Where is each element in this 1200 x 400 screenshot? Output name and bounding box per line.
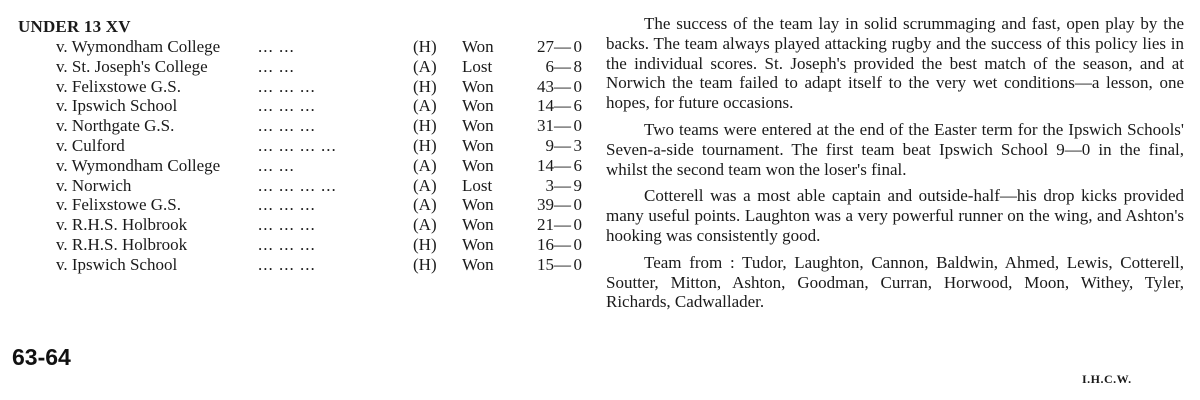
fixture-opponent: v. Ipswich School	[56, 254, 178, 274]
fixture-opponent: v. Felixstowe G.S.	[56, 195, 181, 215]
fixture-venue: (H)	[413, 234, 437, 254]
fixture-result: Won	[462, 96, 494, 116]
score-against: 9	[573, 175, 582, 195]
fixture-row	[18, 195, 588, 215]
score-against: 3	[573, 135, 582, 155]
fixture-venue: (A)	[413, 155, 437, 175]
fixture-result: Won	[462, 155, 494, 175]
score-dash: —	[554, 37, 571, 56]
fixture-row	[18, 156, 588, 176]
leader-dots: ... ... ...	[258, 76, 316, 96]
season-label: 63-64	[12, 344, 71, 370]
score-against: 0	[573, 76, 582, 96]
score-dash: —	[554, 76, 571, 96]
fixture-result: Won	[462, 215, 494, 235]
leader-dots: ... ... ...	[258, 215, 316, 235]
fixture-opponent: v. R.H.S. Holbrook	[56, 234, 188, 254]
fixture-venue: (A)	[413, 56, 437, 76]
fixture-opponent: v. Wymondham College	[56, 155, 221, 175]
fixture-result: Lost	[462, 175, 493, 195]
score-against: 0	[573, 37, 582, 56]
fixture-row	[18, 116, 588, 136]
score-against: 0	[573, 215, 582, 235]
score-for: 3	[545, 175, 554, 195]
fixture-row	[18, 77, 588, 97]
score-dash: —	[554, 96, 571, 116]
score-for: 39	[537, 195, 554, 215]
leader-dots: ... ...	[258, 56, 295, 76]
leader-dots: ... ... ...	[258, 195, 316, 215]
fixture-venue: (H)	[413, 37, 437, 56]
leader-dots: ... ... ... ...	[258, 175, 337, 195]
fixture-row	[18, 136, 588, 156]
fixture-row	[18, 37, 588, 57]
score-against: 0	[573, 116, 582, 136]
fixture-list	[18, 37, 588, 275]
fixture-result: Won	[462, 254, 494, 274]
fixture-venue: (H)	[413, 76, 437, 96]
fixture-opponent: v. Norwich	[56, 175, 132, 195]
fixture-result: Won	[462, 37, 494, 56]
fixture-venue: (A)	[413, 195, 437, 215]
score-dash: —	[554, 116, 571, 136]
report-paragraph: Two teams were entered at the end of the Easter term for the Ipswich Schools' Seven-a-side tournament. The first team beat Ipswich School 9—0 in the final, whilst the second team won the loser's final.	[606, 119, 1184, 179]
score-dash: —	[554, 215, 571, 235]
fixture-venue: (H)	[413, 254, 437, 274]
fixture-row	[18, 255, 588, 275]
score-dash: —	[554, 135, 571, 155]
author-initials: I.H.C.W.	[1082, 372, 1132, 386]
score-for: 14	[537, 155, 554, 175]
score-dash: —	[554, 56, 571, 76]
score-for: 9	[545, 135, 554, 155]
fixture-result: Won	[462, 116, 494, 136]
score-against: 0	[573, 234, 582, 254]
leader-dots: ... ...	[258, 37, 295, 56]
fixture-result: Won	[462, 195, 494, 215]
score-dash: —	[554, 254, 571, 274]
fixture-row	[18, 215, 588, 235]
score-dash: —	[554, 234, 571, 254]
leader-dots: ... ... ...	[258, 234, 316, 254]
fixture-venue: (A)	[413, 96, 437, 116]
leader-dots: ... ...	[258, 155, 295, 175]
fixture-venue: (H)	[413, 116, 437, 136]
fixture-result: Won	[462, 234, 494, 254]
match-report	[606, 14, 1184, 312]
fixture-opponent: v. St. Joseph's College	[56, 56, 208, 76]
leader-dots: ... ... ... ...	[258, 135, 337, 155]
score-for: 43	[537, 76, 554, 96]
fixture-opponent: v. Felixstowe G.S.	[56, 76, 181, 96]
fixture-venue: (H)	[413, 135, 437, 155]
fixture-section	[18, 17, 588, 275]
score-against: 0	[573, 254, 582, 274]
score-for: 15	[537, 254, 554, 274]
fixture-row	[18, 57, 588, 77]
report-paragraph: The success of the team lay in solid scrummaging and fast, open play by the backs. The team always played attacking rugby and the success of this policy lies in the individual scores. St. Joseph's provided the best match of the season, and at Norwich the team failed to adapt itself to the very wet conditions—a lesson, one hopes, for future occasions.	[606, 14, 1184, 113]
score-against: 6	[573, 155, 582, 175]
fixture-opponent: v. Culford	[56, 135, 125, 155]
score-for: 31	[537, 116, 554, 136]
team-list-paragraph: Team from : Tudor, Laughton, Cannon, Baldwin, Ahmed, Lewis, Cotterell, Soutter, Mitton, Ashton, Goodman, Curran, Horwood, Moon, Withey, Tyler, Richards, Cadwallader.	[606, 252, 1184, 312]
fixture-opponent: v. R.H.S. Holbrook	[56, 215, 188, 235]
leader-dots: ... ... ...	[258, 96, 316, 116]
score-for: 16	[537, 234, 554, 254]
fixture-row	[18, 176, 588, 196]
fixture-opponent: v. Northgate G.S.	[56, 116, 175, 136]
score-for: 21	[537, 215, 554, 235]
score-against: 0	[573, 195, 582, 215]
fixture-result: Won	[462, 76, 494, 96]
section-title: UNDER 13 XV	[18, 17, 131, 36]
score-dash: —	[554, 195, 571, 215]
score-dash: —	[554, 155, 571, 175]
leader-dots: ... ... ...	[258, 254, 316, 274]
fixture-venue: (A)	[413, 175, 437, 195]
fixture-opponent: v. Ipswich School	[56, 96, 178, 116]
score-against: 6	[573, 96, 582, 116]
fixture-result: Won	[462, 135, 494, 155]
report-paragraph: Cotterell was a most able captain and outside-half—his drop kicks provided many useful points. Laughton was a very powerful runner on the wing, and Ashton's hooking was consistently good.	[606, 186, 1184, 245]
fixture-row	[18, 96, 588, 116]
score-for: 14	[537, 96, 554, 116]
score-against: 8	[573, 56, 582, 76]
fixture-row	[18, 235, 588, 255]
fixture-venue: (A)	[413, 215, 437, 235]
score-for: 27	[537, 37, 554, 56]
fixture-result: Lost	[462, 56, 493, 76]
fixture-opponent: v. Wymondham College	[56, 37, 221, 56]
leader-dots: ... ... ...	[258, 116, 316, 136]
score-for: 6	[545, 56, 554, 76]
score-dash: —	[554, 175, 571, 195]
